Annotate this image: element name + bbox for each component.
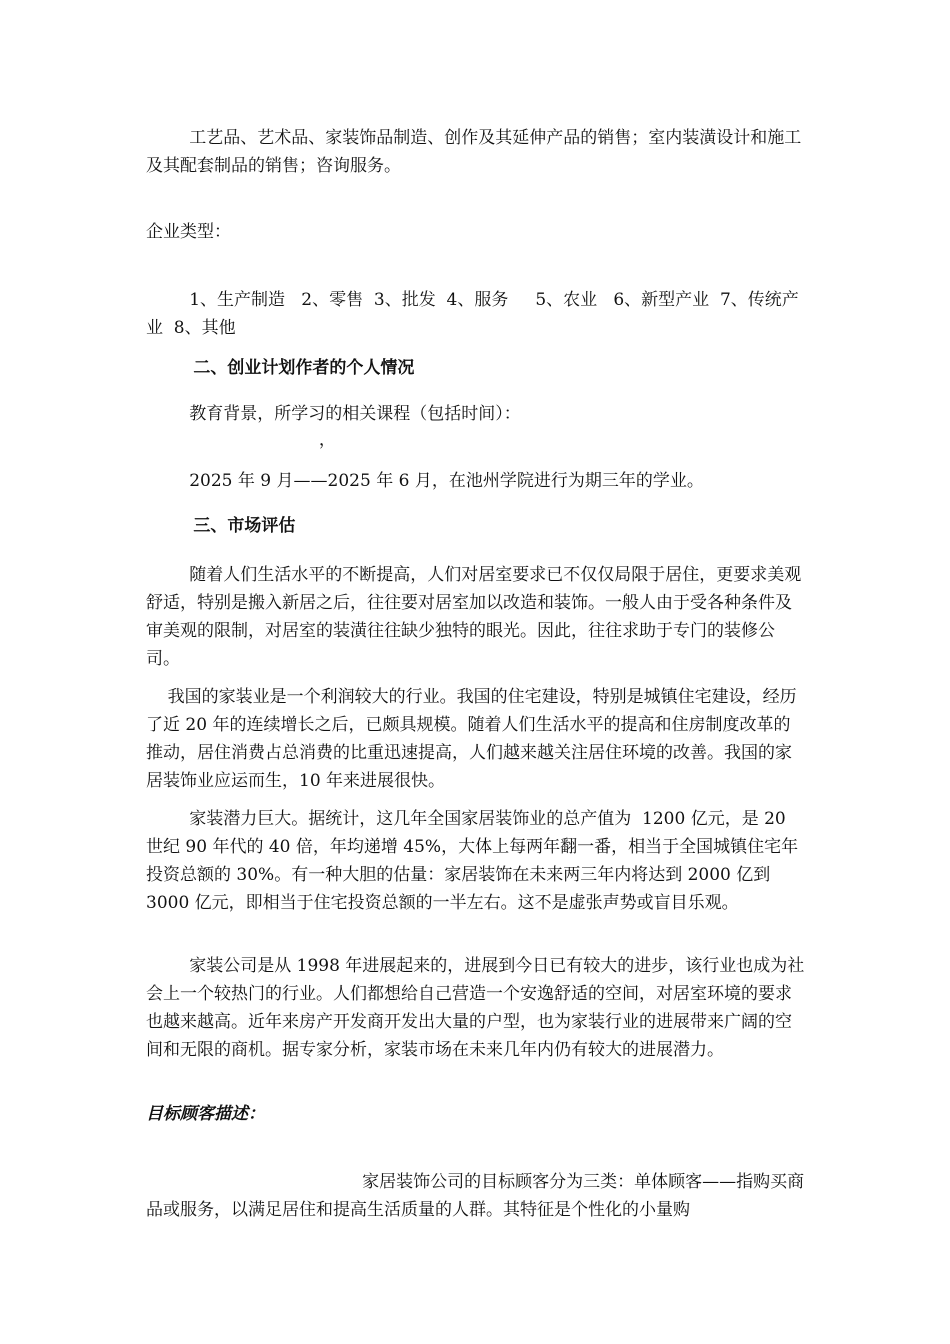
study-period-paragraph: 2025 年 9 月——2025 年 6 月，在池州学院进行为期三年的学业。 [146,471,704,491]
target-customer-heading: 目标顾客描述： [146,1104,265,1124]
education-background-blank: ， [146,430,336,450]
enterprise-type-label: 企业类型： [146,222,231,242]
enterprise-type-options: 1、生产制造 2、零售 3、批发 4、服务 5、农业 6、新型产业 7、传统产业 8、其他 [146,290,799,338]
market-paragraph-1: 随着人们生活水平的不断提高，人们对居室要求已不仅仅局限于居住，更要求美观舒适，特别是搬入新居之后，往往要对居室加以改造和装饰。一般人由于受各种条件及审美观的限制，对居室的装潢往往缺少独特的眼光。因此，往往求助于专门的装修公司。 [146,565,802,669]
market-paragraph-4: 家装公司是从 1998 年进展起来的，进展到今日已有较大的进步，该行业也成为社会上一个较热门的行业。人们都想给自己营造一个安逸舒适的空间，对居室环境的要求也越来越高。近年来房产开发商开发出大量的户型，也为家装行业的进展带来广阔的空间和无限的商机。据专家分析，家装市场在未来几年内仍有较大的进展潜力。 [146,956,805,1060]
market-paragraph-2: 我国的家装业是一个利润较大的行业。我国的住宅建设，特别是城镇住宅建设，经历了近 20 年的连续增长之后，已颇具规模。随着人们生活水平的提高和住房制度改革的推动，居住消费占总消费的比重迅速提高，人们越来越关注居住环境的改善。我国的家居装饰业应运而生，10 年来进展很快。 [146,687,797,791]
business-scope-paragraph: 工艺品、艺术品、家装饰品制造、创作及其延伸产品的销售；室内装潢设计和施工及其配套制品的销售；咨询服务。 [146,128,802,176]
section-heading-market: 三、市场评估 [146,516,296,536]
target-customer-paragraph: 家居装饰公司的目标顾客分为三类：单体顾客——指购买商品或服务，以满足居住和提高生活质量的人群。其特征是个性化的小量购 [146,1172,805,1220]
section-heading-author: 二、创业计划作者的个人情况 [146,358,415,378]
education-background-label: 教育背景，所学习的相关课程（包括时间）： [146,404,521,424]
market-paragraph-3: 家装潜力巨大。据统计，这几年全国家居装饰业的总产值为 1200 亿元，是 20 世纪 90 年代的 40 倍，年均递增 45%，大体上每两年翻一番，相当于全国城镇住宅年投资总额的 30%。有一种大胆的估量：家居装饰在未来两三年内将达到 2000 亿到 3000 亿元，即相当于住宅投资总额的一半左右。这不是虚张声势或盲目乐观。 [146,809,799,913]
